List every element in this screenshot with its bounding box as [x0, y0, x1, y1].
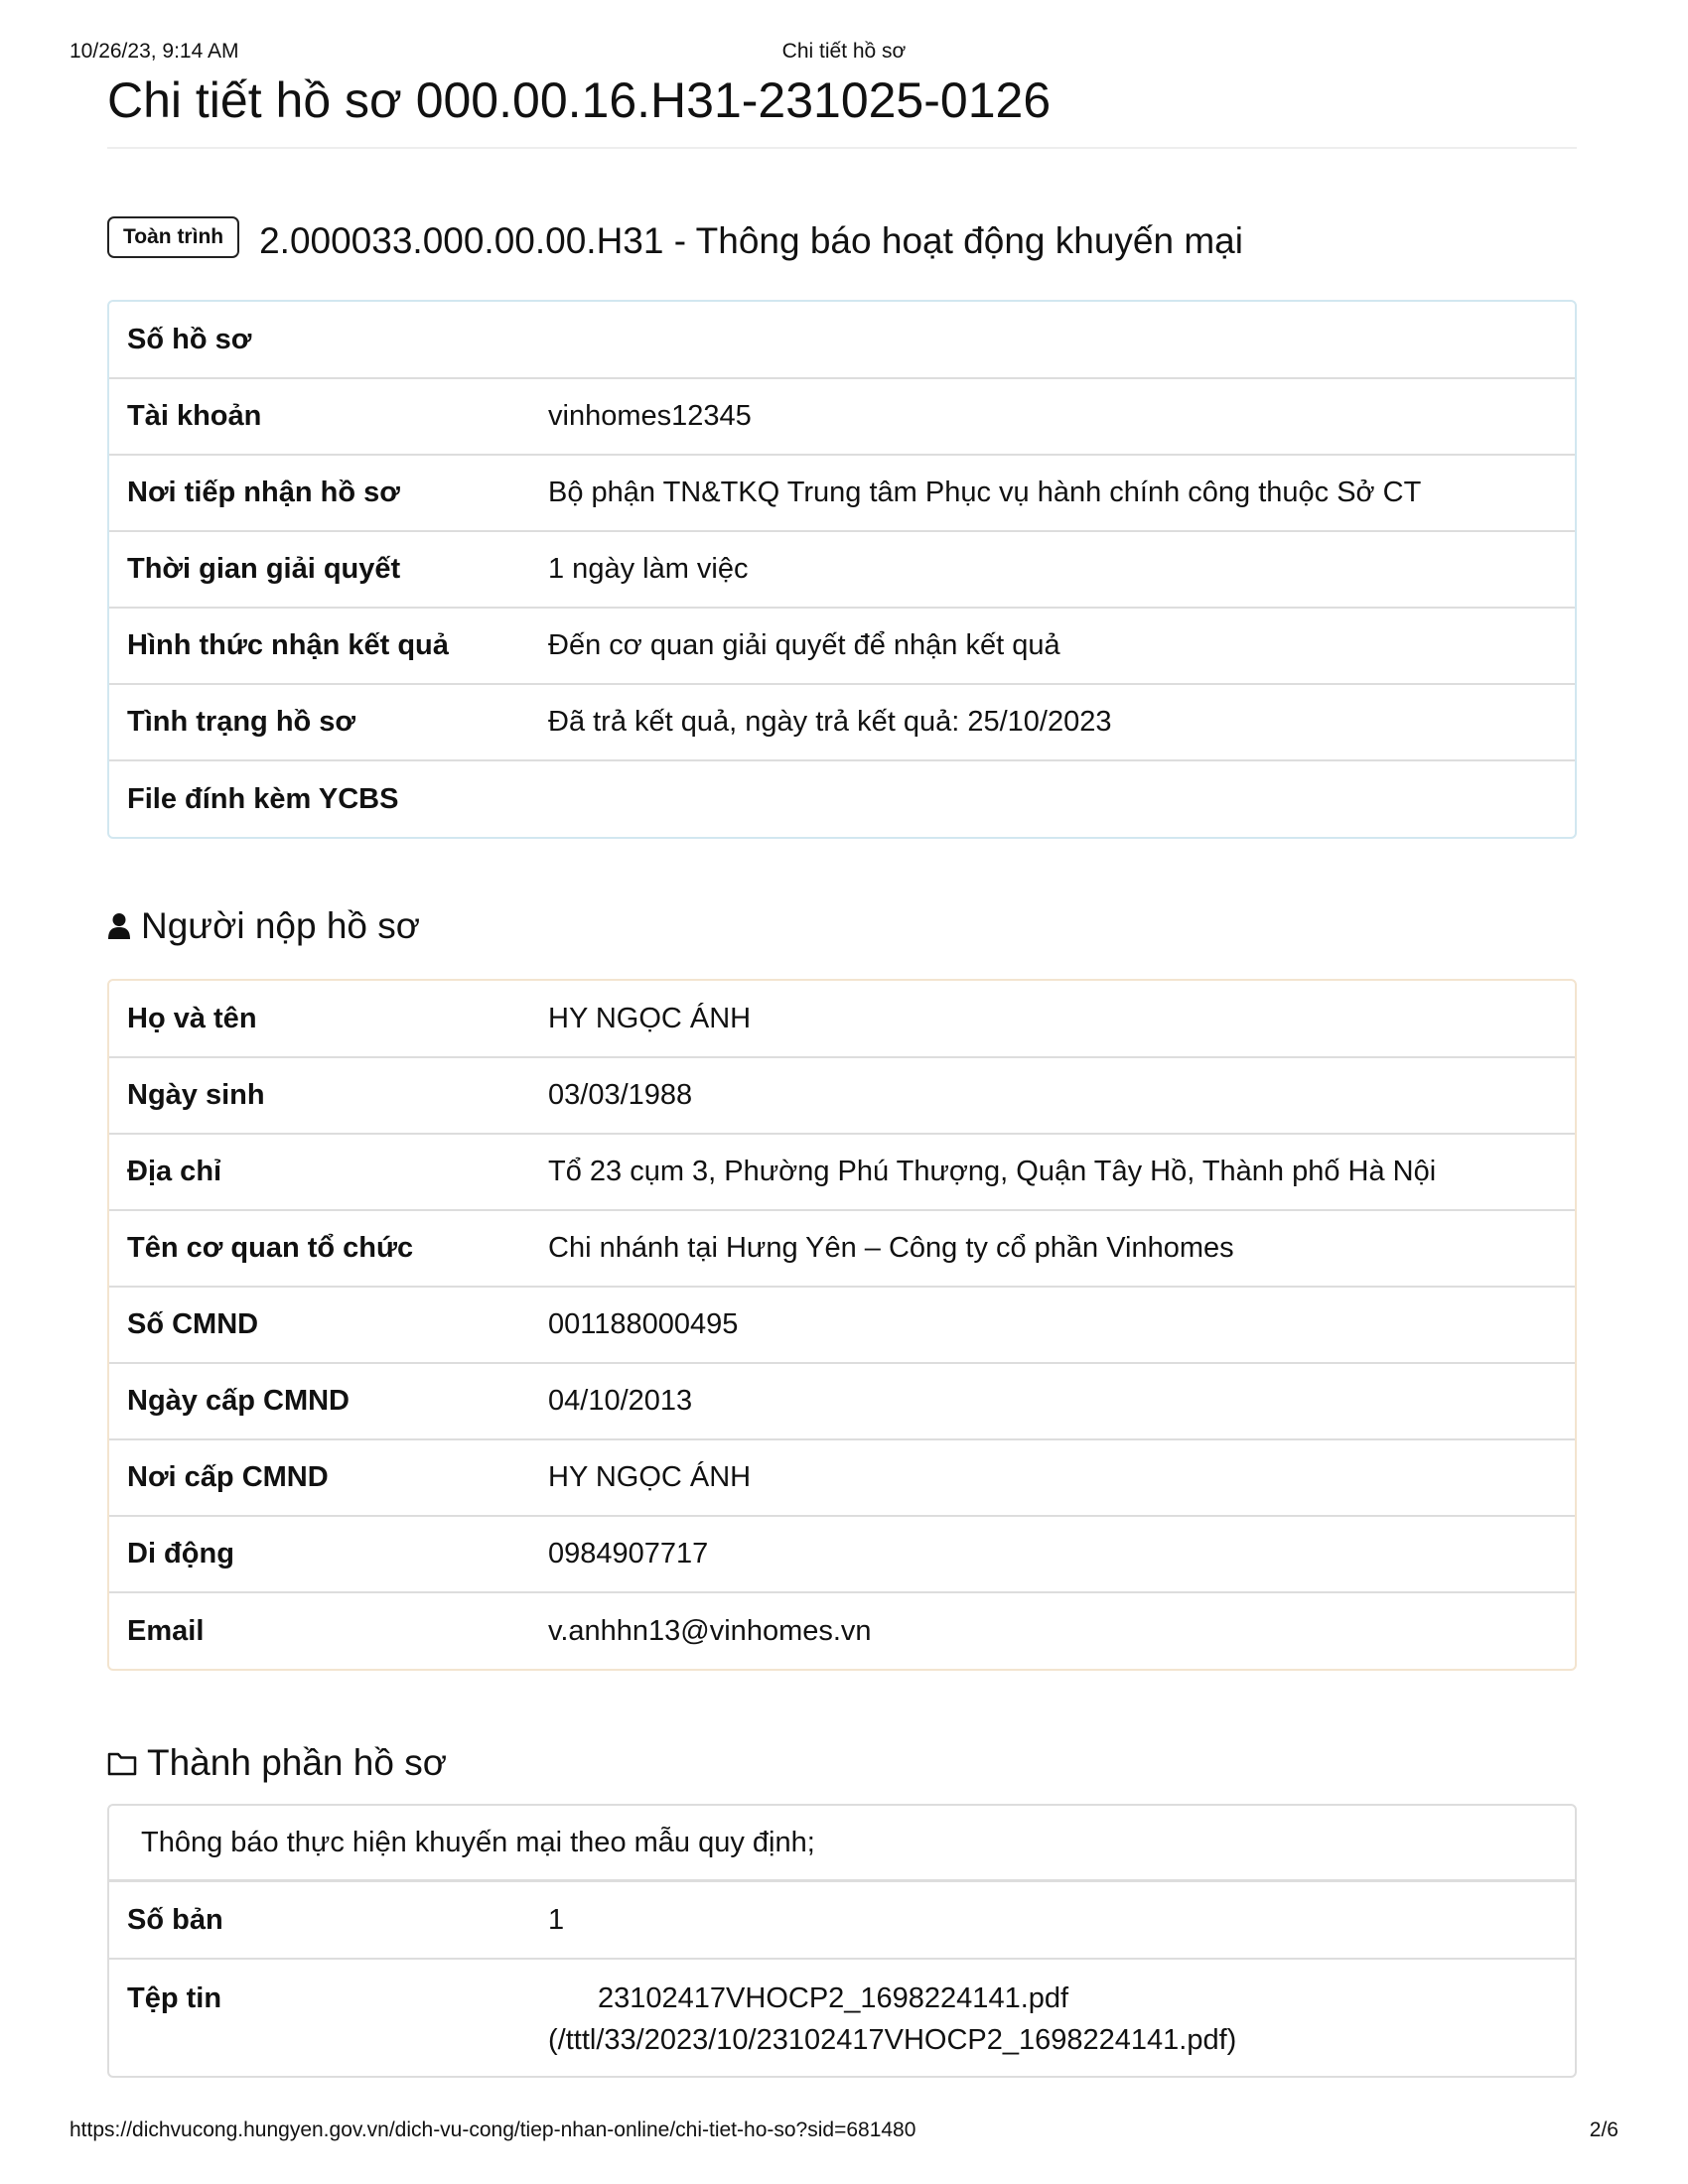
table-row — [109, 608, 1575, 684]
row-value — [548, 760, 1575, 837]
table-row — [109, 531, 1575, 608]
table-row — [109, 1439, 1575, 1516]
row-label: Họ và tên — [127, 1002, 257, 1034]
applicant-heading — [107, 905, 420, 947]
table-row — [109, 1959, 1575, 2076]
print-page-title: Chi tiết hồ sơ — [781, 40, 907, 63]
table-row — [109, 1516, 1575, 1592]
table-row — [109, 1057, 1575, 1134]
page-number: 2/6 — [1589, 2118, 1618, 2141]
table-row — [109, 1287, 1575, 1363]
row-label: Tài khoản — [109, 378, 548, 455]
applicant-heading-label: Người nộp hồ sơ — [141, 905, 421, 946]
record-info-table — [109, 302, 1575, 837]
row-value: 03/03/1988 — [548, 1057, 1575, 1134]
applicant-panel — [107, 979, 1577, 1671]
row-value: HY NGỌC ÁNH — [548, 1002, 752, 1034]
row-value: Bộ phận TN&TKQ Trung tâm Phục vụ hành chính công thuộc Sở CT — [548, 455, 1575, 531]
row-label: Số CMND — [109, 1287, 548, 1363]
row-label: Thời gian giải quyết — [109, 531, 548, 608]
table-row — [109, 1210, 1575, 1287]
row-value: 1 ngày làm việc — [548, 531, 1575, 608]
row-value: Đến cơ quan giải quyết để nhận kết quả — [548, 608, 1575, 684]
table-row — [109, 981, 1575, 1057]
table-row — [109, 1134, 1575, 1210]
row-value: 001188000495 — [548, 1287, 1575, 1363]
applicant-table — [109, 981, 1575, 1669]
row-value: Chi nhánh tại Hưng Yên – Công ty cổ phần Vinhomes — [548, 1210, 1575, 1287]
row-value: Đã trả kết quả, ngày trả kết quả: 25/10/2023 — [548, 684, 1575, 760]
row-value: Tổ 23 cụm 3, Phường Phú Thượng, Quận Tây Hồ, Thành phố Hà Nội — [548, 1134, 1575, 1210]
table-row — [109, 1592, 1575, 1669]
components-heading — [107, 1742, 447, 1784]
file-link[interactable]: 23102417VHOCP2_1698224141.pdf — [598, 1982, 1069, 2014]
row-value: v.anhhn13@vinhomes.vn — [548, 1592, 1575, 1669]
status-badge: Toàn trình — [107, 216, 239, 258]
table-row — [109, 1363, 1575, 1439]
page-url: https://dichvucong.hungyen.gov.vn/dich-vu-cong/tiep-nhan-online/chi-tiet-ho-so?sid=681480 — [70, 2118, 916, 2141]
table-row — [109, 455, 1575, 531]
file-cell — [548, 1959, 1575, 2076]
row-value: vinhomes12345 — [548, 378, 1575, 455]
procedure-name: 2.000033.000.00.00.H31 - Thông báo hoạt động khuyến mại — [259, 220, 1243, 261]
user-icon — [107, 912, 131, 940]
table-row — [109, 302, 1575, 378]
row-value: 0984907717 — [548, 1516, 1575, 1592]
row-label: Nơi tiếp nhận hồ sơ — [109, 455, 548, 531]
row-label: Số hồ sơ — [127, 323, 252, 355]
row-value — [548, 302, 1575, 378]
copies-value: 1 — [548, 1903, 565, 1936]
row-label: Hình thức nhận kết quả — [109, 608, 548, 684]
row-label: Tên cơ quan tổ chức — [109, 1210, 548, 1287]
copies-label: Số bản — [127, 1903, 223, 1936]
table-row — [109, 378, 1575, 455]
component-description: Thông báo thực hiện khuyến mại theo mẫu quy định; — [109, 1806, 1575, 1882]
row-label: Địa chỉ — [109, 1134, 548, 1210]
row-label: Email — [109, 1592, 548, 1669]
row-label: Ngày cấp CMND — [109, 1363, 548, 1439]
table-row — [109, 760, 1575, 837]
row-label: Nơi cấp CMND — [109, 1439, 548, 1516]
row-value: HY NGỌC ÁNH — [548, 1439, 1575, 1516]
record-info-panel — [107, 300, 1577, 839]
table-row — [109, 684, 1575, 760]
row-value: 04/10/2013 — [548, 1363, 1575, 1439]
title-divider — [107, 147, 1577, 149]
row-label: File đính kèm YCBS — [109, 760, 548, 837]
file-path: (/tttl/33/2023/10/23102417VHOCP2_1698224141.pdf) — [548, 2024, 1237, 2056]
row-label: Ngày sinh — [109, 1057, 548, 1134]
print-header — [70, 40, 1618, 68]
folder-icon — [107, 1750, 137, 1776]
page-title: Chi tiết hồ sơ 000.00.16.H31-231025-0126 — [107, 72, 1052, 128]
table-row — [109, 1882, 1575, 1959]
file-label: Tệp tin — [109, 1959, 548, 2076]
procedure-heading — [107, 220, 1243, 262]
print-datetime: 10/26/23, 9:14 AM — [70, 40, 239, 63]
component-table — [109, 1882, 1575, 2076]
row-label: Tình trạng hồ sơ — [109, 684, 548, 760]
row-label: Di động — [109, 1516, 548, 1592]
components-heading-label: Thành phần hồ sơ — [147, 1742, 447, 1783]
components-panel — [107, 1804, 1577, 2078]
